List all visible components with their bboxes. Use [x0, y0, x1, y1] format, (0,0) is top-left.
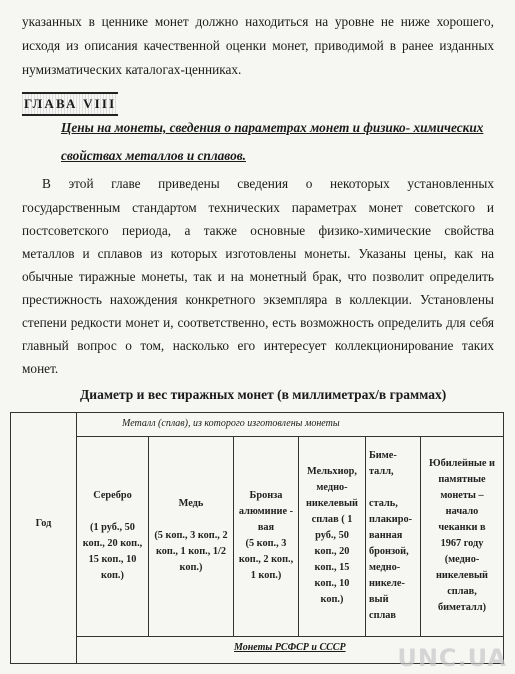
table-divider	[76, 636, 504, 637]
column-line: 1967 году	[440, 538, 484, 549]
body-line: металлов и сплавов из которых изготовлены монеты. Указаны цены, как на	[22, 246, 494, 261]
column-aluminum-bronze	[234, 437, 298, 635]
column-line: сплав ( 1	[311, 514, 353, 525]
column-line: Юбилейные и	[428, 458, 495, 469]
column-line: коп.)	[101, 570, 124, 581]
column-line: сплав,	[447, 586, 477, 597]
body-line: обычные тиражные монеты, так и на монетный брак, что позволит определить	[22, 269, 494, 284]
chapter-heading: ГЛАВА VIII	[22, 92, 118, 116]
column-line: медно-	[369, 562, 401, 573]
column-line: чеканки в	[438, 522, 486, 533]
column-copper	[149, 437, 233, 635]
coin-parameters-table	[10, 412, 504, 664]
intro-line: нумизматических каталогах-ценниках.	[22, 62, 242, 77]
column-line: (медно-	[444, 554, 480, 565]
column-line	[369, 480, 412, 496]
column-line: коп., 10	[314, 578, 350, 589]
column-line: медно-	[316, 482, 348, 493]
column-line: никеле-	[369, 578, 405, 589]
column-line: руб., 50	[315, 530, 349, 541]
column-line: памятные	[438, 474, 486, 485]
column-line: (1 руб., 50	[90, 522, 135, 533]
column-line	[83, 504, 143, 520]
column-silver	[77, 437, 148, 635]
column-lines	[154, 496, 227, 576]
body-line: монет.	[22, 361, 59, 376]
column-line: коп., 1 коп., 1/2	[155, 546, 227, 557]
column-bimetal	[366, 437, 423, 635]
column-line: 15 коп., 10	[88, 554, 137, 565]
column-lines	[369, 448, 412, 624]
column-line: (5 коп., 3 коп., 2	[154, 530, 228, 541]
body-line: государственным стандартом технических параметрах монет советского и	[22, 200, 494, 215]
column-line: Медь	[178, 498, 204, 509]
table-title: Диаметр и вес тиражных монет (в миллиметрах/в граммах)	[80, 387, 447, 402]
column-line: коп., 15	[314, 562, 350, 573]
column-line: коп., 20 коп.,	[82, 538, 143, 549]
watermark: UNC.UA	[397, 644, 507, 672]
column-cupronickel	[299, 437, 365, 635]
intro-line: исходя из описания качественной оценки монет, приводимой в ранее изданных	[22, 38, 494, 53]
column-line: биметалл)	[437, 602, 487, 613]
column-line	[154, 512, 227, 528]
column-line: сталь,	[369, 498, 398, 509]
column-line: вая	[257, 522, 275, 533]
column-lines	[239, 488, 293, 584]
column-line: коп.)	[179, 562, 203, 573]
column-line: монеты –	[440, 490, 484, 501]
body-line: постсоветского периода, а также основные физико-химические свойства	[22, 223, 494, 238]
column-line: Биме-	[369, 450, 397, 461]
chapter-title: свойствах металлов и сплавов.	[61, 148, 246, 163]
column-lines	[429, 456, 495, 616]
body-line: В этой главе приведены сведения о некоторых установленных	[42, 176, 494, 191]
column-line: талл,	[369, 466, 394, 477]
column-line: Бронза	[249, 490, 283, 501]
intro-line: указанных в ценнике монет должно находиться на уровне не ниже хорошего,	[22, 14, 494, 29]
column-line: никелевый	[435, 570, 488, 581]
column-line: сплав	[369, 610, 396, 621]
column-line: вый	[369, 594, 389, 605]
column-line: Серебро	[93, 490, 132, 501]
section-label: Монеты РСФСР и СССР	[234, 642, 346, 653]
column-commemorative	[421, 437, 503, 635]
metal-header: Металл (сплав), из которого изготовлены монеты	[122, 418, 340, 429]
year-header: Год	[35, 518, 52, 529]
chapter-title: Цены на монеты, сведения о параметрах монет и физико- химических	[61, 120, 484, 135]
column-line: никелевый	[306, 498, 358, 509]
column-line: начало	[445, 506, 479, 517]
column-line: бронзой,	[369, 546, 409, 557]
column-line: 1 коп.)	[250, 570, 282, 581]
column-lines	[306, 464, 358, 608]
column-lines	[83, 488, 143, 584]
body-line: главный вопрос о том, насколько его интересует коллекционирование таких	[22, 338, 494, 353]
column-line: Мельхиор,	[307, 466, 357, 477]
column-line: (5 коп., 3	[245, 538, 287, 549]
table-border	[503, 412, 504, 664]
column-line: коп., 2 коп.,	[238, 554, 294, 565]
table-border	[10, 412, 504, 413]
column-line: плакиро-	[369, 514, 413, 525]
body-line: престижность нахождения конкретного экземпляра в коллекции. Установлены	[22, 292, 494, 307]
column-line: ванная	[369, 530, 403, 541]
body-line: степени редкости монет и, соответственно, есть возможность определить для себя	[22, 315, 494, 330]
column-line: алюминие -	[238, 506, 294, 517]
column-line: коп.)	[320, 594, 344, 605]
column-line: коп., 20	[314, 546, 350, 557]
